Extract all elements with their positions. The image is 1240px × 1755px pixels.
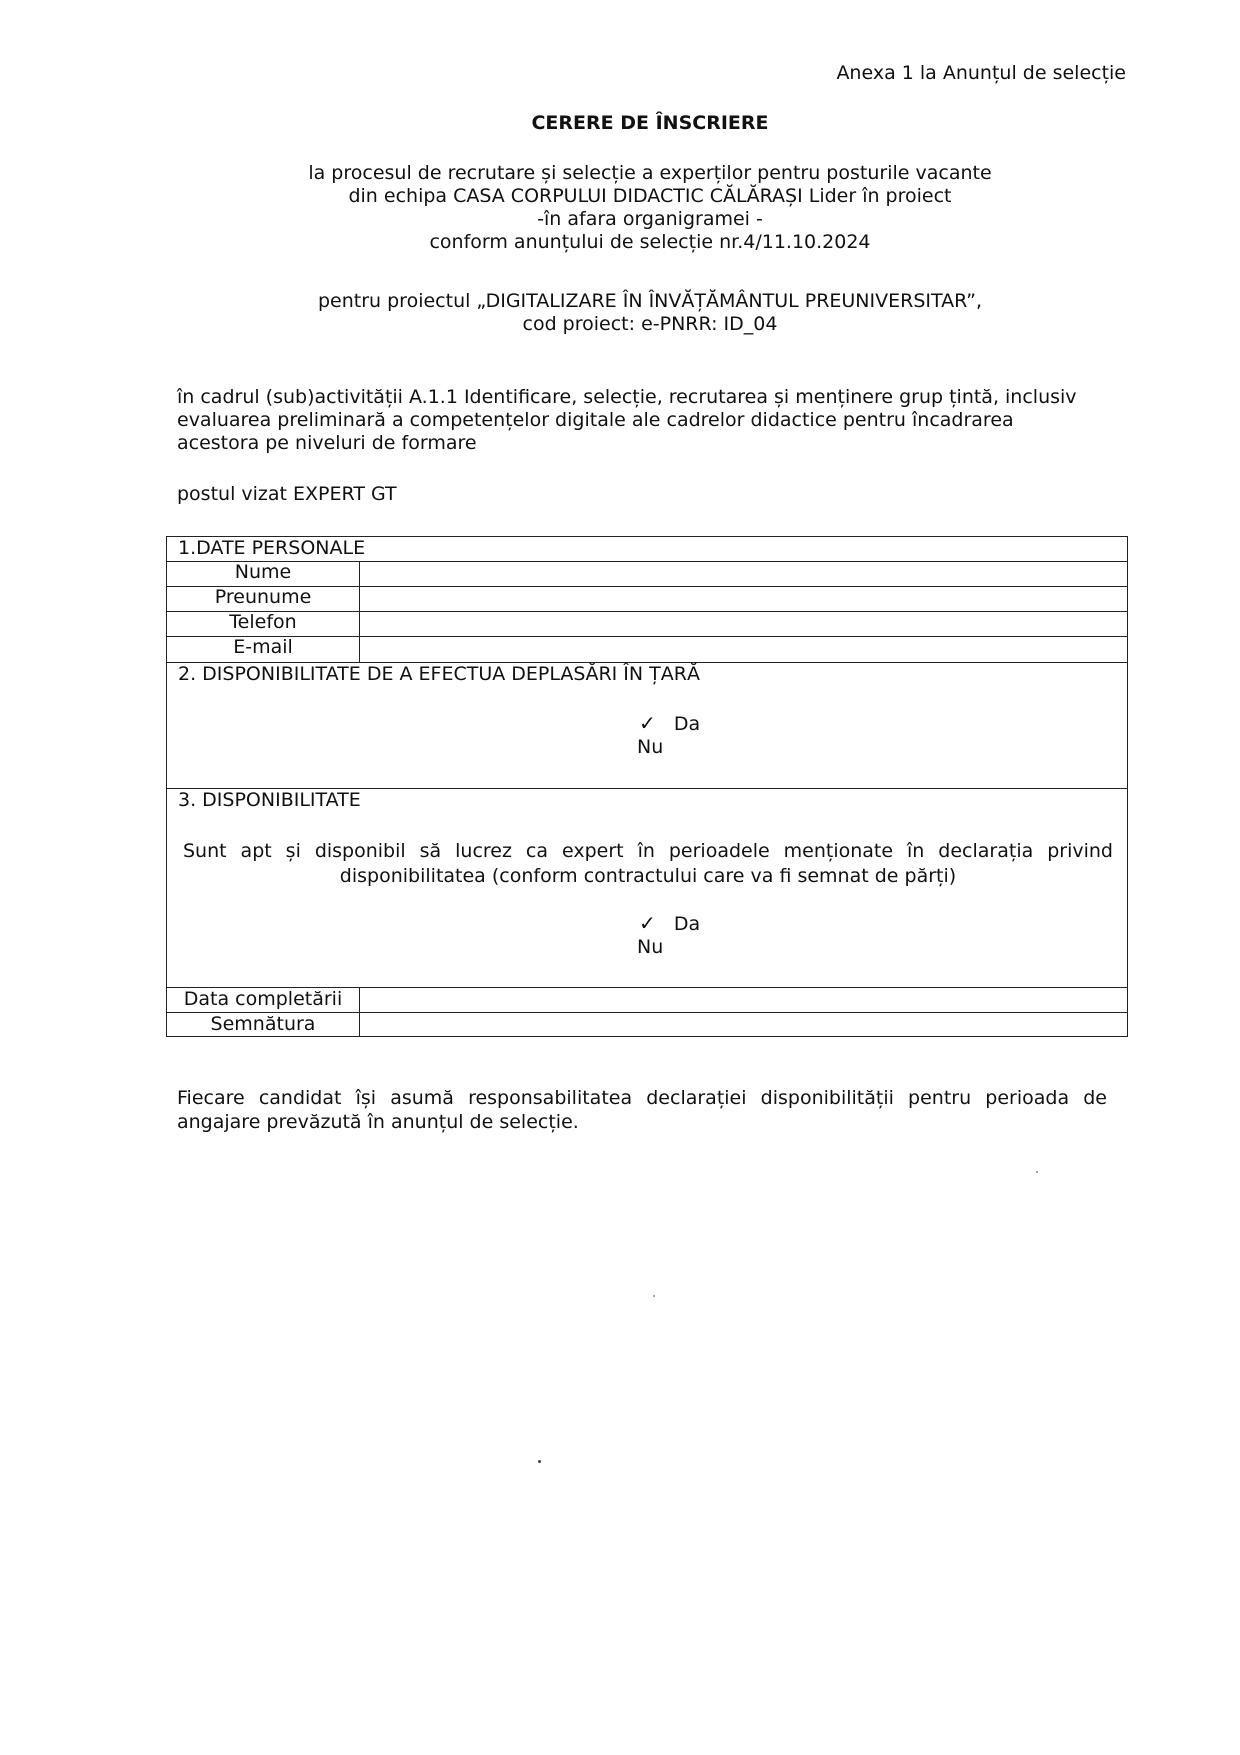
- section-personal-data-title: 1.DATE PERSONALE: [178, 537, 366, 559]
- travel-option-yes: [639, 711, 700, 735]
- subactivity-paragraph: [177, 386, 1137, 455]
- field-value-prenume[interactable]: [361, 588, 1127, 610]
- signature-value[interactable]: [361, 1014, 1127, 1036]
- scan-speck: [653, 1295, 655, 1297]
- footer-disclaimer: Fiecare candidat își asumă responsabilitatea declarației disponibilității pentru perioada de angajare prevăzută în anunțul de selecție.: [177, 1087, 1107, 1133]
- date-completion-value[interactable]: [361, 989, 1127, 1011]
- document-title: CERERE DE ÎNSCRIERE: [531, 112, 769, 134]
- field-value-telefon[interactable]: [361, 613, 1127, 635]
- check-mark-icon: ✓: [639, 911, 656, 935]
- section-travel-title: 2. DISPONIBILITATE DE A EFECTUA DEPLASĂRI ÎN ȚARĂ: [178, 663, 700, 685]
- intro-line-2: din echipa CASA CORPULUI DIDACTIC CĂLĂRAȘI Lider în proiect: [348, 185, 952, 207]
- subactivity-line-2: evaluarea preliminară a competențelor digitale ale cadrelor didactice pentru încadrarea: [177, 409, 1014, 431]
- field-label-telefon: Telefon: [229, 611, 297, 633]
- intro-line-3: -în afara organigramei -: [537, 208, 763, 230]
- field-label-nume: Nume: [234, 561, 292, 583]
- availability-statement: Sunt apt și disponibil să lucrez ca expert în perioadele menționate în declarația privind disponibilitatea (conform contractului care va fi semnat de părți): [183, 840, 1113, 887]
- subactivity-line-3: acestora pe niveluri de formare: [177, 432, 477, 454]
- availability-option-yes-label: Da: [673, 913, 701, 935]
- signature-label: Semnătura: [210, 1013, 316, 1035]
- availability-option-yes: [639, 911, 700, 935]
- travel-option-no-label: Nu: [637, 736, 664, 758]
- availability-option-no-label: Nu: [637, 936, 664, 958]
- date-completion-label: Data completării: [183, 988, 343, 1010]
- section-availability-title: 3. DISPONIBILITATE: [178, 789, 361, 811]
- application-form-table: [166, 536, 1128, 1037]
- intro-line-4: conform anunțului de selecție nr.4/11.10.2024: [429, 231, 871, 253]
- subactivity-line-1: în cadrul (sub)activității A.1.1 Identificare, selecție, recrutarea și menținere grup țintă, inclusiv: [177, 386, 1077, 408]
- travel-option-yes-label: Da: [673, 713, 701, 735]
- field-value-email[interactable]: [361, 638, 1127, 660]
- project-block: [200, 290, 1100, 336]
- annex-label: Anexa 1 la Anunțul de selecție: [836, 62, 1126, 84]
- field-label-prenume: Preunume: [214, 586, 312, 608]
- scan-speck: [1036, 1171, 1038, 1173]
- field-label-email: E-mail: [233, 636, 293, 658]
- project-line-2: cod proiect: e-PNRR: ID_04: [522, 313, 778, 335]
- scan-speck: [538, 1460, 541, 1463]
- intro-line-1: la procesul de recrutare și selecție a experților pentru posturile vacante: [308, 162, 992, 184]
- column-divider: [359, 561, 360, 662]
- field-value-nume[interactable]: [361, 563, 1127, 585]
- project-line-1: pentru proiectul „DIGITALIZARE ÎN ÎNVĂȚĂMÂNTUL PREUNIVERSITAR”,: [317, 290, 982, 312]
- target-post: postul vizat EXPERT GT: [177, 483, 397, 505]
- check-mark-icon: ✓: [639, 711, 656, 735]
- intro-block: [200, 162, 1100, 254]
- column-divider: [359, 987, 360, 1037]
